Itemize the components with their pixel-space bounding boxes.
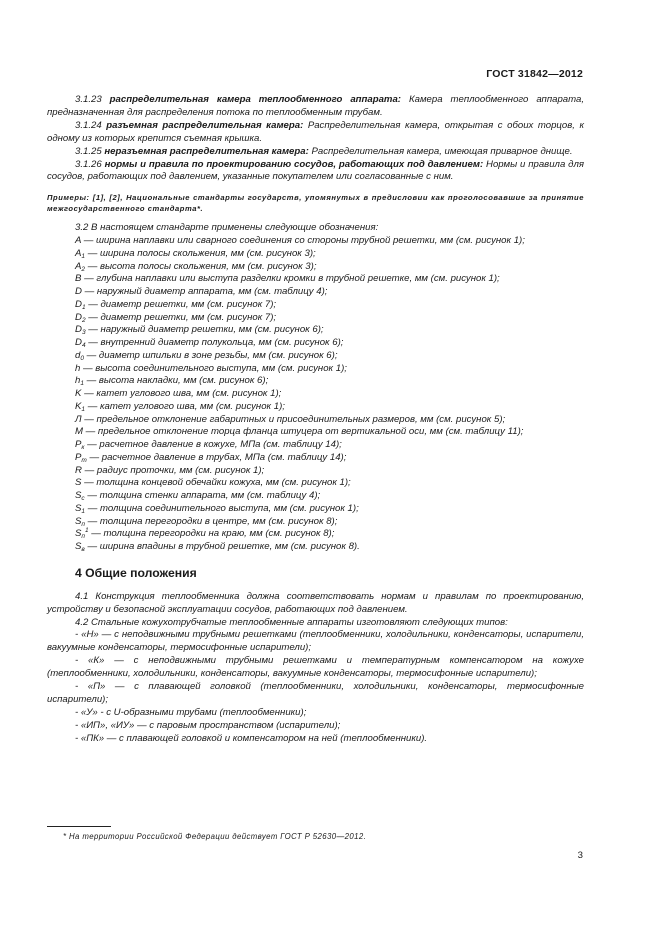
symbol-description: — предельное отклонение торца фланца штуцера от вертикальной оси, мм (см. таблицу 11); <box>83 426 524 438</box>
symbol-letter: S <box>75 515 82 527</box>
symbol-letter: B <box>75 273 82 285</box>
term-title: распределительная камера теплообменного аппарата: <box>109 94 401 105</box>
list-item: - «ИП», «ИУ» — с паровым пространством (испарители); <box>75 719 341 731</box>
term-number: 3.1.24 <box>75 119 102 131</box>
term-definition: Камера теплообменного аппарата, предназначенная для распределения потока по теплообменным трубам. <box>47 94 585 118</box>
page-content <box>47 94 584 746</box>
symbol-entry <box>47 452 584 465</box>
symbol-description: — внутренний диаметр полукольца, мм (см. рисунок 6); <box>85 337 344 348</box>
symbol-entry <box>47 375 584 388</box>
symbol-entry <box>47 426 584 439</box>
symbol-description: — наружный диаметр аппарата, мм (см. таблицу 4); <box>81 286 328 297</box>
symbol-subscript: 1 <box>80 380 84 388</box>
symbol-entry <box>47 439 584 452</box>
symbol-description: — толщина концевой обечайки кожуха, мм (см. рисунок 1); <box>81 477 351 489</box>
list-item: - «Н» — с неподвижными трубными решетками (теплообменники, холодильники, конденсаторы, испарители, вакуумные конденсаторы, термосифонные испарители); <box>47 629 584 654</box>
symbol-letter: S <box>75 477 82 489</box>
symbol-subscript: 2 <box>81 316 86 324</box>
symbol-subscript: 1 <box>81 252 86 260</box>
symbol-description: — высота накладки, мм (см. рисунок 6); <box>83 375 269 387</box>
symbol-subscript: т <box>81 456 87 464</box>
symbol-description: — расчетное давление в кожухе, МПа (см. таблицу 14); <box>84 439 342 450</box>
section-4-heading: 4 Общие положения <box>75 565 197 580</box>
term-3-1-23 <box>47 94 584 120</box>
footnote: * На территории Российской Федерации действует ГОСТ Р 52630—2012. <box>63 832 367 841</box>
term-3-1-26 <box>47 159 584 185</box>
symbol-entry <box>47 541 584 554</box>
footnote-divider <box>47 826 111 827</box>
symbol-superscript: 1 <box>84 527 89 535</box>
exchanger-types-list <box>47 629 584 745</box>
symbol-letter: R <box>75 464 82 476</box>
symbol-subscript: к <box>81 444 85 451</box>
symbol-subscript: 2 <box>81 265 86 273</box>
symbol-entry <box>47 261 584 274</box>
symbol-entry <box>47 350 584 363</box>
symbol-description: — диаметр шпильки в зоне резьбы, мм (см. рисунок 6); <box>83 349 338 361</box>
symbol-description: — толщина соединительного выступа, мм (см. рисунок 1); <box>85 502 359 514</box>
symbol-entry <box>47 286 584 299</box>
symbol-subscript: в <box>81 546 85 553</box>
symbol-entry <box>47 516 584 529</box>
symbol-entry <box>47 312 584 325</box>
symbol-entry <box>47 388 584 401</box>
symbol-description: — катет углового шва, мм (см. рисунок 1); <box>85 400 285 412</box>
term-number: 3.1.23 <box>75 94 102 105</box>
list-item: - «П» — с плавающей головкой (теплообменники, холодильники, конденсаторы, термосифонные испарители); <box>47 681 584 705</box>
symbol-description: — наружный диаметр решетки, мм (см. рисунок 6); <box>85 324 324 336</box>
symbol-letter: D <box>75 337 82 348</box>
symbol-description: — катет углового шва, мм (см. рисунок 1); <box>81 388 282 399</box>
list-item: - «К» — с неподвижными трубными решетками и температурным компенсатором на кожухе (теплообменники, холодильники, конденсаторы, вакуумные конденсаторы, термосифонные испарители); <box>47 655 584 680</box>
term-definition: Распределительная камера, имеющая приварное днище. <box>308 145 573 157</box>
symbol-description: — высота полосы скольжения, мм (см. рисунок 3); <box>85 260 317 272</box>
symbol-entry <box>47 401 584 414</box>
symbol-entry <box>47 503 584 516</box>
page-number: 3 <box>577 850 583 861</box>
symbol-description: — диаметр решетки, мм (см. рисунок 7); <box>85 311 277 323</box>
term-title: нормы и правила по проектированию сосудов, работающих под давлением: <box>104 158 484 170</box>
term-number: 3.1.26 <box>75 158 102 170</box>
symbol-entry <box>47 273 584 286</box>
symbol-subscript: 1 <box>81 303 86 311</box>
list-item: - «ПК» — с плавающей головкой и компенсатором на ней (теплообменники). <box>75 732 428 744</box>
symbol-entry <box>47 324 584 337</box>
symbol-entry <box>47 477 584 490</box>
term-title: неразъемная распределительная камера: <box>104 145 309 157</box>
symbol-letter: D <box>75 311 82 323</box>
symbol-entry <box>47 337 584 350</box>
symbol-letter: M <box>75 426 83 438</box>
symbol-letter: K <box>75 400 82 412</box>
symbol-description: — высота соединительного выступа, мм (см. рисунок 1); <box>80 362 347 374</box>
symbol-subscript: 4 <box>81 342 86 349</box>
symbol-description: — расчетное давление в трубах, МПа (см. таблицу 14); <box>86 451 347 463</box>
list-item: - «У» - с U-образными трубами (теплообменники); <box>75 706 307 718</box>
symbol-subscript: п <box>81 533 85 541</box>
term-definition: Нормы и правила для сосудов, работающих под давлением, указанные покупателем или согласованные с ним. <box>47 158 584 183</box>
symbol-letter: D <box>75 324 82 336</box>
symbol-entry <box>47 235 584 248</box>
symbol-letter: P <box>75 451 82 463</box>
symbol-description: — глубина наплавки или выступа разделки кромки в трубной решетке, мм (см. рисунок 1); <box>81 273 500 285</box>
symbol-letter: A <box>75 234 82 246</box>
term-title: разъемная распределительная камера: <box>106 119 304 131</box>
symbol-letter: A <box>75 247 82 259</box>
symbol-description: — ширина полосы скольжения, мм (см. рисунок 3); <box>85 247 316 259</box>
symbol-entry <box>47 299 584 312</box>
symbol-letter: h <box>75 362 81 374</box>
symbol-letter: D <box>75 298 82 310</box>
symbols-list <box>47 235 584 554</box>
symbol-entry <box>47 528 584 541</box>
symbol-letter: d <box>75 349 81 361</box>
symbol-letter: S <box>75 528 82 540</box>
term-3-1-25 <box>47 146 584 159</box>
symbol-subscript: 1 <box>81 507 86 515</box>
symbol-description: — толщина перегородки в центре, мм (см. рисунок 8); <box>84 515 338 527</box>
symbol-letter: h <box>75 375 81 387</box>
symbol-subscript: 1 <box>81 405 86 413</box>
symbol-entry <box>47 465 584 478</box>
symbol-letter: D <box>75 286 82 297</box>
symbol-subscript: 3 <box>81 329 86 337</box>
symbol-description: — ширина наплавки или сварного соединения со стороны трубной решетки, мм (см. рисунок 1); <box>81 234 525 246</box>
symbol-letter: S <box>75 502 82 514</box>
symbol-entry <box>47 248 584 261</box>
symbol-entry <box>47 414 584 427</box>
symbol-entry <box>47 490 584 503</box>
symbol-letter: S <box>75 541 82 552</box>
symbol-letter: A <box>75 260 82 272</box>
paragraph-4-2: 4.2 Стальные кожухотрубчатые теплообменные аппараты изготовляют следующих типов: <box>75 616 508 628</box>
symbol-description: — толщина стенки аппарата, мм (см. таблицу 4); <box>84 490 321 501</box>
symbol-description: — предельное отклонение габаритных и присоединительных размеров, мм (см. рисунок 5); <box>81 413 506 425</box>
examples-note: Примеры: [1], [2], Национальные стандарты государств, упомянутых в предисловии как проголосовавшие за принятие межгосударственного стандарта*. <box>47 193 584 214</box>
document-code-header: ГОСТ 31842—2012 <box>486 68 583 80</box>
symbol-letter: S <box>75 490 82 501</box>
symbol-letter: K <box>75 388 82 399</box>
paragraph-4-1: 4.1 Конструкция теплообменника должна соответствовать нормам и правилам по проектированию, устройству и безопасной эксплуатации сосудов, работающих под давлением. <box>47 590 584 615</box>
symbols-intro: 3.2 В настоящем стандарте применены следующие обозначения: <box>75 221 379 233</box>
term-definition: Распределительная камера, открытая с обоих торцов, к одному из которых крепится съемная крышка. <box>47 119 584 144</box>
symbol-description: — радиус проточки, мм (см. рисунок 1); <box>81 464 265 476</box>
symbol-entry <box>47 363 584 376</box>
term-number: 3.1.25 <box>75 145 102 157</box>
symbol-letter: Л <box>75 413 82 425</box>
symbol-description: — ширина впадины в трубной решетке, мм (см. рисунок 8). <box>84 541 360 552</box>
symbol-subscript: c <box>81 495 85 502</box>
symbol-description: — диаметр решетки, мм (см. рисунок 7); <box>85 298 277 310</box>
symbol-description: — толщина перегородки на краю, мм (см. рисунок 8); <box>88 528 335 540</box>
symbol-letter: P <box>75 439 82 450</box>
term-3-1-24 <box>47 120 584 146</box>
symbol-subscript: 0 <box>80 354 84 362</box>
symbol-subscript: п <box>81 520 85 528</box>
